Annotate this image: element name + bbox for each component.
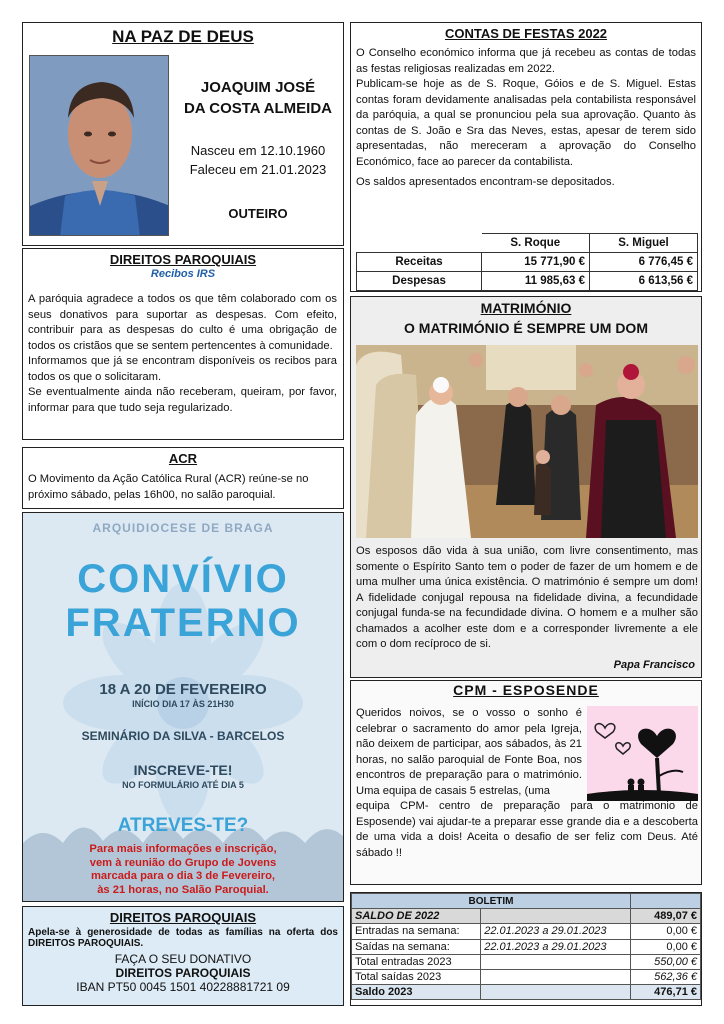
cpm-text: Queridos noivos, se o vosso o sonho é celebrar o sacramento do amor pela Igreja, não deixem de participar, aos sábados, às 21 horas, no salão paroquial de Fonte Boa, nos encontros de preparação para o matrimónio. Uma equipa de casais 5 estrelas, (uma equipa CPM- centro de preparação para o matrimonio de Esposende) vai ajudar-te a preparar esse grande dia e a descoberta de uma vida a dois! Aceita o desafio de ser feliz com Deus. Até sábado !! xyxy=(356,707,698,859)
poster-signup: INSCREVE-TE! xyxy=(133,762,233,778)
table-row xyxy=(357,291,698,293)
cpm-section xyxy=(350,680,702,885)
matrimonio-signature: Papa Francisco xyxy=(613,659,695,671)
table-row: Total saídas 2023 562,36 € xyxy=(352,969,701,984)
obituary-title: NA PAZ DE DEUS xyxy=(112,27,254,46)
boletim-table xyxy=(351,893,701,1000)
irs-subtitle: Recibos IRS xyxy=(150,268,216,280)
life-dates: Nasceu em 12.10.1960 Faleceu em 21.01.2023 xyxy=(189,143,327,177)
irs-receipts-section xyxy=(22,248,344,440)
cpm-title: CPM - ESPOSENDE xyxy=(453,682,599,698)
irs-text: A paróquia agradece a todos os que têm colaborado com os seus donativos para suportar as despesas. Com efeito, contribuir para as despesas do culto é uma obrigação de todos os cristãos que se sentem pertencentes à comunidade. Informamos que já se encontram disponíveis os recibos para todos os que o solicitaram. Se eventualmente ainda não receberam, queiram, por favor, informar para que tudo seja regularizado. xyxy=(28,293,337,414)
table-row: Saídas na semana: 22.01.2023 a 29.01.2023 0,00 € xyxy=(352,939,701,954)
table-row: Entradas na semana: 22.01.2023 a 29.01.2023 0,00 € xyxy=(352,924,701,939)
poster-info: Para mais informações e inscrição, vem à reunião do Grupo de Jovens marcada para o dia 3 de Fevereiro, às 21 horas, no Salão Paroquial. xyxy=(89,843,277,896)
donation-line1: FAÇA O SEU DONATIVO xyxy=(114,952,252,966)
table-row: Receitas 15 771,90 € 6 776,45 € xyxy=(357,253,698,272)
matrimonio-text: Os esposos dão vida à sua união, com livre consentimento, mas somente o Espírito Santo tem o poder de fazer de um homem e de uma mulher uma única existência. O matrimónio é sempre um dom! A fidelidade conjugal repousa na fidelidade divina, a fecundidade conjugal funda-se na fecundidade divina. O homem e a mulher são chamados a acolher este dom e a corresponder livremente a ele com o dom recíproco de si. xyxy=(356,545,698,650)
column-header: S. Miguel xyxy=(590,234,698,253)
table-row: SALDO DE 2022 489,07 € xyxy=(352,909,701,924)
table-row: Total entradas 2023 550,00 € xyxy=(352,954,701,969)
poster-dare: ATREVES-TE? xyxy=(117,815,249,836)
donation-title: DIREITOS PAROQUIAIS xyxy=(109,910,257,925)
boletim-title: BOLETIM xyxy=(352,894,631,909)
poster-start: INÍCIO DIA 17 ÀS 21H30 xyxy=(132,699,234,709)
acr-section xyxy=(22,447,344,509)
poster-venue: SEMINÁRIO DA SILVA - BARCELOS xyxy=(81,729,285,743)
pope-blessing-photo xyxy=(356,345,698,538)
matrimonio-title: MATRIMÓNIO xyxy=(480,300,572,316)
boletim-section xyxy=(350,892,702,1006)
poster-dates: 18 A 20 DE FEVEREIRO xyxy=(99,681,267,698)
donation-appeal: Apela-se à generosidade de todas as famílias na oferta dos DIREITOS PAROQUIAIS. xyxy=(28,927,338,949)
obituary-section xyxy=(22,22,344,246)
donation-section xyxy=(22,906,344,1006)
festas-accounts-table xyxy=(356,233,698,292)
donation-line2: DIREITOS PAROQUIAIS xyxy=(115,966,251,980)
table-header-row xyxy=(352,894,701,909)
table-header-row xyxy=(357,234,698,253)
acr-text: O Movimento da Ação Católica Rural (ACR) reúne-se no próximo sábado, pelas 16h00, no salão paroquial. xyxy=(28,473,309,501)
matrimonio-subtitle: O MATRIMÓNIO É SEMPRE UM DOM xyxy=(404,320,648,336)
matrimonio-section xyxy=(350,296,702,678)
deceased-portrait-photo xyxy=(29,55,169,236)
table-row: Despesas 11 985,63 € 6 613,56 € xyxy=(357,272,698,291)
poster-diocese: ARQUIDIOCESE DE BRAGA xyxy=(92,521,274,535)
deceased-name: JOAQUIM JOSÉ DA COSTA ALMEIDA xyxy=(183,79,333,117)
festas-text: O Conselho económico informa que já recebeu as contas de todas as festas religiosas realizadas em 2022. Publicam-se hoje as de S. Roque, Góios e de S. Miguel. Estas contas foram devidamente analisadas pela contabilista responsável da paróquia, a qual se pronunciou pela sua aprovação. Quanto às contas de S. João e Sra das Neves, estas, apesar de terem sido apresentadas, não mereceram a aprovação do Conselho Económico, face ao parecer da contabilista. Os saldos apresentados encontram-se depositados. xyxy=(356,47,696,188)
deceased-place: OUTEIRO xyxy=(228,206,288,221)
column-header: S. Roque xyxy=(482,234,590,253)
poster-title-line2: FRATERNO xyxy=(65,601,301,645)
festas-accounts-section xyxy=(350,22,702,292)
donation-iban: IBAN PT50 0045 1501 40228881721 09 xyxy=(76,980,290,994)
convivio-poster xyxy=(22,512,344,902)
festas-title: CONTAS DE FESTAS 2022 xyxy=(444,26,608,41)
acr-title: ACR xyxy=(168,451,198,466)
table-row: Saldo 2023 476,71 € xyxy=(352,985,701,1000)
poster-form-deadline: NO FORMULÁRIO ATÉ DIA 5 xyxy=(122,780,244,790)
poster-title-line1: CONVÍVIO xyxy=(77,557,289,601)
irs-title: DIREITOS PAROQUIAIS xyxy=(109,252,257,267)
